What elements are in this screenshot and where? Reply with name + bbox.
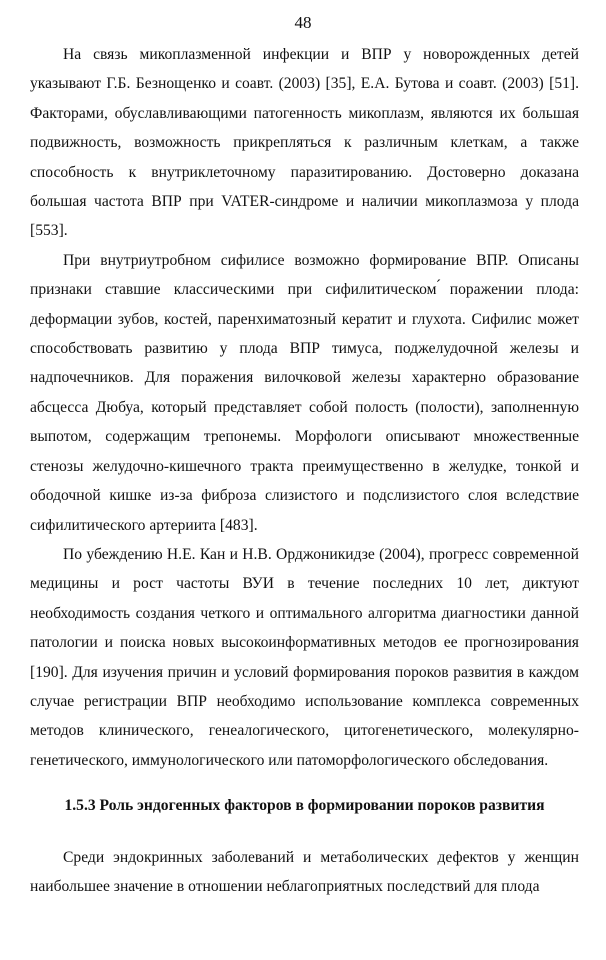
- paragraph-endocrine: Среди эндокринных заболеваний и метаболических дефектов у женщин наибольшее значение в отношении неблагоприятных последствий для плода: [30, 848, 579, 895]
- page-number: 48: [294, 13, 312, 32]
- section-heading: 1.5.3 Роль эндогенных факторов в формировании пороков развития: [64, 797, 545, 815]
- document-body: [30, 40, 579, 901]
- paragraph-syphilis: При внутриутробном сифилисе возможно формирование ВПР. Описаны признаки ставшие классическими при сифилитическом ́поражении плода: деформации зубов, костей, паренхиматозный кератит и глухота. Сифилис может способствовать развитию у плода ВПР тимуса, поджелудочной железы и надпочечников. Для поражения вилочковой железы характерно образование абсцесса Дюбуа, который представляет собой полость (полости), заполненную выпотом, содержащим трепонемы. Морфологи описывают множественные стенозы желудочно-кишечного тракта преимущественно в желудке, тонкой и ободочной кишке из-за фиброза слизистого и подслизистого слоя вследствие сифилитического артериита [483].: [30, 251, 579, 534]
- paragraph-diagnostics: По убеждению Н.Е. Кан и Н.В. Орджоникидзе (2004), прогресс современной медицины и рост частоты ВУИ в течение последних 10 лет, диктуют необходимость создания четкого и оптимального алгоритма диагностики данной патологии и поиска новых высокоинформативных методов ее прогнозирования [190]. Для изучения причин и условий формирования пороков развития в каждом случае регистрации ВПР необходимо использование комплекса современных методов клинического, генеалогического, цитогенетического, молекулярно-генетического, иммунологического или патоморфологического обследования.: [30, 545, 579, 769]
- paragraph-mycoplasma: На связь микоплазменной инфекции и ВПР у новорожденных детей указывают Г.Б. Безнощенко и соавт. (2003) [35], Е.А. Бутова и соавт. (2003) [51]. Факторами, обуславливающими патогенность микоплазм, являются их большая подвижность, возможность прикрепляться к различным клеткам, а также способность к внутриклеточному паразитированию. Достоверно доказана большая частота ВПР при VATER-синдроме и наличии микоплазмоза у плода [553].: [30, 46, 579, 240]
